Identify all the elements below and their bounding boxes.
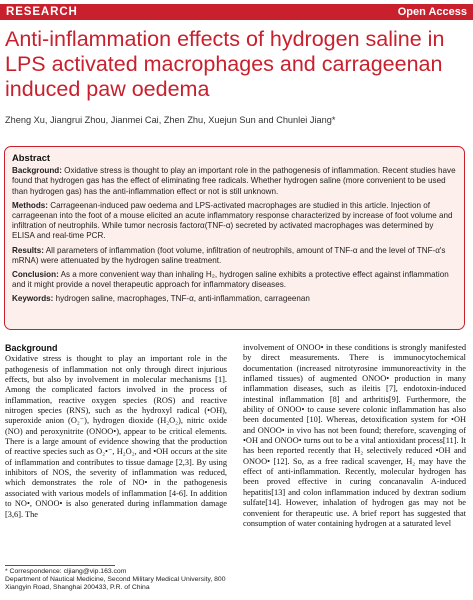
open-access-label: Open Access <box>397 6 467 18</box>
footnote-rule <box>5 565 115 566</box>
abstract-box <box>4 146 465 330</box>
body-text-left: Oxidative stress is thought to play an important role in the pathogenesis of inflammation not only through direct injurious effects, but also by involvement in molecular mechanisms [1]. Among the complicated factors involved in the process of inflammation, reactive oxygen species (ROS) and reactive nitrogen species (RNS), such as the hydroxyl radical (•OH), superoxide anion (O₂⁻), hydrogen dioxide (H₂O₂), nitric oxide (NO) and peroxynitrite (ONOO•), appear to be critical elements. There is a large amount of evidence showing that the production of reactive species such as O₂•⁻, H₂O₂, and •OH occurs at the site of inflammation and contributes to tissue damage [2,3]. By using inhibitors of NOS, the severity of inflammation was reduced, which demonstrates the role of NO• in the pathogenesis associated with various models of inflammation [4-6]. In addition to NO•, ONOO• is also generated during inflammation damage [3,6]. The <box>5 354 227 519</box>
abstract-results-text: All parameters of inflammation (foot volume, infiltration of neutrophils, amount of TNF-α and the level of TNF-α's mRNA) were attenuated by the hydrogen saline treatment. <box>12 245 446 265</box>
body-text-right: involvement of ONOO• in these conditions is strongly manifested by direct measurements. There is immunocytochemical documentation (increased nitrotyrosine immunoreactivity in the inflamed tissues) of augmented ONOO• production in many inflammation diseases, such as ileitis [7], endotoxin-induced intestinal inflammation [8] and arthritis[9]. Furthermore, the ability of ONOO• to cause severe colonic inflammation has also been documented [10]. Whereas, detoxification system for •OH and ONOO• in vivo has not been found; therefore, scavenging of •OH and ONOO• turns out to be a vital antioxidant process[11]. It has been reported recently that H₂ selectively reduced •OH and ONOO• [12]. So, as a free radical scavenger, H₂ may have the effect of anti-inflammation. Recently, molecular hydrogen has been proved effective in curing concanavalin A-induced hepatitis[13] and colon inflammation induced by dextran sodium sulfate[14]. However, inhalation of hydrogen gas may not be convenient for therapeutic use. A brief report has suggested that consumption of water containing hydrogen at a saturated level <box>243 343 466 528</box>
affiliation: Department of Nautical Medicine, Second Military Medical University, 800 Xiangyin Road, Shanghai 200433, P.R. of China <box>5 576 226 592</box>
abstract-keywords <box>12 294 457 304</box>
abstract-methods <box>12 201 457 242</box>
abstract-background <box>12 166 457 197</box>
body-column-left <box>5 343 227 520</box>
author-list: Zheng Xu, Jiangrui Zhou, Jianmei Cai, Zhen Zhu, Xuejun Sun and Chunlei Jiang* <box>5 115 336 125</box>
background-heading: Background <box>5 343 58 353</box>
journal-banner <box>0 4 473 20</box>
abstract-keywords-text: hydrogen saline, macrophages, TNF-α, anti-inflammation, carrageenan <box>55 294 310 304</box>
abstract-results <box>12 246 457 266</box>
section-label: RESEARCH <box>6 6 78 18</box>
abstract-results-label: Results: <box>12 245 44 255</box>
abstract-heading: Abstract <box>12 152 51 163</box>
abstract-background-label: Background: <box>12 166 62 176</box>
correspondence-email: * Correspondence: cljiang@vip.163.com <box>5 568 127 575</box>
abstract-conclusion <box>12 270 457 290</box>
abstract-methods-text: Carrageenan-induced paw oedema and LPS-activated macrophages are studied in this article. Injection of carrageenan into the foot of a mouse elicited an acute inflammatory response characterized by increase of foot volume and infiltration of neutrophils. While tumor necrosis factorα(TNF-α) secreted by activated macrophages was determined by ELISA and real-time PCR. <box>12 200 453 241</box>
abstract-methods-label: Methods: <box>12 200 48 210</box>
abstract-background-text: Oxidative stress is thought to play an important role in the pathogenesis of inflammation. Recent studies have found that hydrogen gas has the effect of eliminating free radicals. Whether hydrogen saline (more convenient to be used than hydrogen gas) has the anti-inflammation effect or not is still unknown. <box>12 166 456 196</box>
body-column-right <box>243 343 466 529</box>
footnote <box>5 568 230 593</box>
abstract-conclusion-label: Conclusion: <box>12 270 59 280</box>
abstract-keywords-label: Keywords: <box>12 294 54 304</box>
article-title: Anti-inflammation effects of hydrogen saline in LPS activated macrophages and carrageenan induced paw oedema <box>5 27 445 101</box>
abstract-conclusion-text: As a more convenient way than inhaling H₂, hydrogen saline exhibits a protective effect against inflammation and it might provide a novel therapeutic approach for inflammatory diseases. <box>12 270 449 290</box>
